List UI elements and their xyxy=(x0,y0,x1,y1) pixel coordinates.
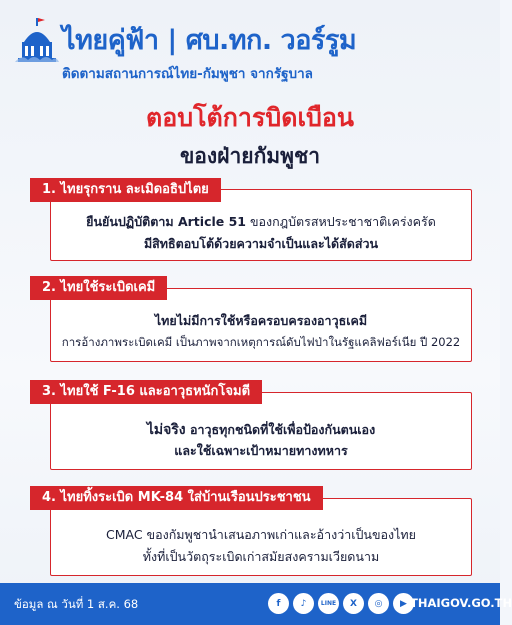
response-2-line-1 xyxy=(51,311,471,331)
brand-title: ไทยคู่ฟ้า | ศบ.ทก. วอร์รูม xyxy=(62,25,357,56)
claim-tag-3: 3. ไทยใช้ F-16 และอาวุธหนักโจมตี xyxy=(30,380,262,404)
page-subtitle: ของฝ่ายกัมพูชา xyxy=(179,144,321,168)
page-title: ตอบโต้การบิดเบือน xyxy=(145,103,354,132)
claim-tag-1: 1. ไทยรุกราน ละเมิดอธิปไตย xyxy=(30,178,221,202)
header xyxy=(14,14,486,84)
claim-card-1 xyxy=(30,178,470,260)
claim-card-2 xyxy=(30,276,470,360)
facebook-icon[interactable]: f xyxy=(268,593,289,614)
response-1-rest: ของกฎบัตรสหประชาชาติเคร่งครัด xyxy=(246,214,436,229)
response-4-line-2: ทั้งที่เป็นวัตถุระเบิดเก่าสมัยสงครามเวียดนาม xyxy=(142,549,380,564)
response-4-line-1: CMAC ของกัมพูชานำเสนอภาพเก่าและอ้างว่าเป็นของไทย xyxy=(106,527,416,542)
tiktok-icon[interactable]: ♪ xyxy=(293,593,314,614)
line-icon[interactable]: LINE xyxy=(318,593,339,614)
response-1-line-2-text: มีสิทธิตอบโต้ด้วยความจำเป็นและได้สัดส่วน xyxy=(143,236,379,251)
response-1-line-1 xyxy=(51,212,471,232)
claim-card-4 xyxy=(30,486,470,574)
response-2-line-2: การอ้างภาพระเบิดเคมี เป็นภาพจากเหตุการณ์ดับไฟป่าในรัฐแคลิฟอร์เนีย ปี 2022 xyxy=(61,335,461,349)
x-icon[interactable]: X xyxy=(343,593,364,614)
youtube-icon[interactable]: ▶ xyxy=(393,593,414,614)
response-3-rest: อาวุธทุกชนิดที่ใช้เพื่อป้องกันตนเอง xyxy=(185,422,376,437)
footer-bar xyxy=(0,583,512,625)
data-date: ข้อมูล ณ วันที่ 1 ส.ค. 68 xyxy=(14,597,139,611)
response-3-line-2 xyxy=(51,441,471,461)
claim-tag-4: 4. ไทยทิ้งระเบิด MK-84 ใส่บ้านเรือนประชาชน xyxy=(30,486,323,510)
brand-subtitle: ติดตามสถานการณ์ไทย-กัมพูชา จากรัฐบาล xyxy=(62,66,313,82)
response-2-line-1-text: ไทยไม่มีการใช้หรือครอบครองอาวุธเคมี xyxy=(154,313,368,328)
social-links xyxy=(268,593,414,614)
website-link[interactable]: THAIGOV.GO.TH xyxy=(410,596,512,610)
response-1-line-2 xyxy=(51,234,471,254)
claim-tag-2: 2. ไทยใช้ระเบิดเคมี xyxy=(30,276,167,300)
instagram-icon[interactable]: ◎ xyxy=(368,593,389,614)
response-3-emphasis: ไม่จริง xyxy=(146,422,186,438)
response-1-emphasis: ยืนยันปฏิบัติตาม Article 51 xyxy=(86,214,246,229)
response-3-line-1 xyxy=(51,419,471,441)
response-3-line-2-text: และใช้เฉพาะเป้าหมายทางทหาร xyxy=(174,443,348,458)
claim-card-3 xyxy=(30,380,470,468)
government-house-logo-icon xyxy=(14,16,60,66)
